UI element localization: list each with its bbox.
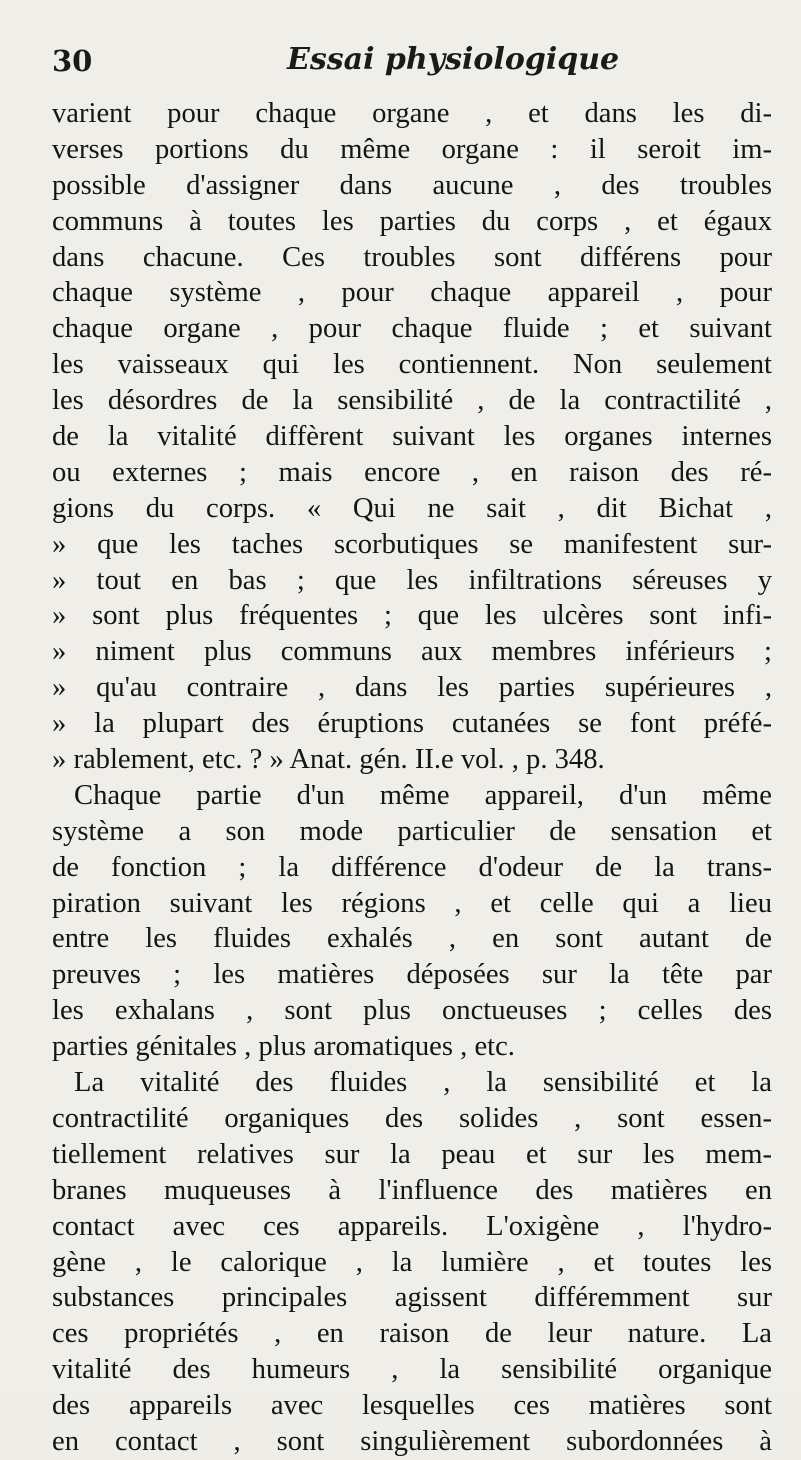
text-line: » la plupart des éruptions cutanées se font préfé-: [52, 708, 772, 740]
page-number: 30: [52, 44, 93, 78]
paragraph-start-line: La vitalité des fluides , la sensibilité et la: [74, 1067, 772, 1099]
page-header: [52, 40, 752, 92]
text-line: entre les fluides exhalés , en sont autant de: [52, 923, 772, 955]
text-line: » niment plus communs aux membres inférieurs ;: [52, 636, 772, 668]
text-line: contact avec ces appareils. L'oxigène , l'hydro-: [52, 1210, 772, 1242]
text-line: de fonction ; la différence d'odeur de la trans-: [52, 851, 772, 883]
text-line-citation: » rablement, etc. ? » Anat. gén. II.e vol. , p. 348.: [52, 744, 605, 776]
text-line: de la vitalité diffèrent suivant les organes internes: [52, 421, 772, 453]
text-line: en contact , sont singulièrement subordonnées à: [52, 1425, 772, 1457]
text-line: les vaisseaux qui les contiennent. Non seulement: [52, 349, 772, 381]
text-line: piration suivant les régions , et celle qui a lieu: [52, 887, 772, 919]
text-line: chaque système , pour chaque appareil , pour: [52, 277, 772, 309]
paragraph-start-line: Chaque partie d'un même appareil, d'un même: [74, 779, 772, 811]
text-line: les exhalans , sont plus onctueuses ; celles des: [52, 995, 772, 1027]
body-text: [52, 96, 772, 1460]
running-title: Essai physiologique: [287, 42, 620, 77]
text-line: des appareils avec lesquelles ces matières sont: [52, 1390, 772, 1422]
text-line: ou externes ; mais encore , en raison des ré-: [52, 456, 772, 488]
text-line: communs à toutes les parties du corps , et égaux: [52, 205, 772, 237]
text-line: varient pour chaque organe , et dans les di-: [52, 98, 772, 129]
text-line: » qu'au contraire , dans les parties supérieures ,: [52, 672, 772, 704]
text-line: possible d'assigner dans aucune , des troubles: [52, 169, 772, 201]
text-line: dans chacune. Ces troubles sont différens pour: [52, 241, 772, 273]
text-line: » sont plus fréquentes ; que les ulcères sont infi-: [52, 600, 772, 632]
text-line: » tout en bas ; que les infiltrations séreuses y: [52, 564, 772, 596]
text-line: gions du corps. « Qui ne sait , dit Bichat ,: [52, 492, 772, 524]
text-line: gène , le calorique , la lumière , et toutes les: [52, 1246, 772, 1278]
text-line: système a son mode particulier de sensation et: [52, 815, 772, 847]
text-line: tiellement relatives sur la peau et sur les mem-: [52, 1138, 772, 1170]
text-line: ces propriétés , en raison de leur nature. La: [52, 1318, 772, 1350]
text-line: verses portions du même organe : il seroit im-: [52, 133, 772, 165]
text-line: vitalité des humeurs , la sensibilité organique: [52, 1354, 772, 1386]
text-line: » que les taches scorbutiques se manifestent sur-: [52, 528, 772, 560]
text-line: contractilité organiques des solides , sont essen-: [52, 1102, 772, 1134]
text-line: chaque organe , pour chaque fluide ; et suivant: [52, 313, 772, 345]
text-line: preuves ; les matières déposées sur la tête par: [52, 959, 772, 991]
text-line: substances principales agissent différemment sur: [52, 1282, 772, 1314]
text-line: les désordres de la sensibilité , de la contractilité ,: [52, 385, 772, 417]
text-line: branes muqueuses à l'influence des matières en: [52, 1174, 772, 1206]
paragraph-end-line: parties génitales , plus aromatiques , etc.: [52, 1031, 515, 1063]
